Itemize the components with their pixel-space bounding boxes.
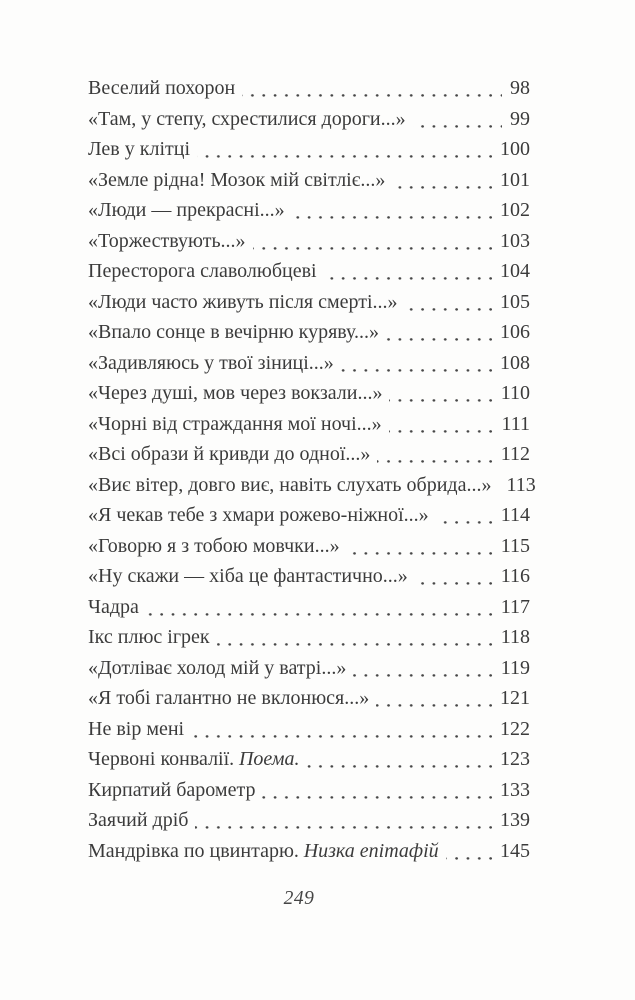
toc-entry-page-number: 123 [492, 744, 530, 775]
toc-entry-row [88, 653, 530, 684]
toc-entry-page-number: 122 [492, 714, 530, 745]
toc-entry-row [88, 531, 530, 562]
toc-entry-title: Ікс плюс ігрек [88, 626, 210, 648]
toc-entry-title: «Ну скажи — хіба це фантастично...» [88, 565, 408, 587]
toc-entry-page-number: 118 [493, 622, 530, 653]
toc-entry-row [88, 683, 530, 714]
toc-entry-row [88, 500, 530, 531]
toc-entry-title: «Говорю я з тобою мовчки...» [88, 534, 340, 557]
toc-entry-page-number: 139 [492, 805, 530, 836]
toc-entry-page-number: 121 [492, 683, 530, 714]
toc-entry-text [88, 561, 415, 592]
toc-entry-page-number: 116 [493, 561, 530, 592]
toc-entry-title: «Я тобі галантно не вклонюся...» [88, 687, 370, 709]
toc-entry-title: «Дотліває холод мій у ватрі...» [88, 656, 347, 679]
toc-entry-text [88, 439, 377, 470]
toc-entry-page-number: 108 [492, 348, 530, 379]
toc-entry-title: Пересторога славолюбцеві [88, 260, 317, 282]
toc-entry-text [88, 165, 392, 196]
toc-entry-row [88, 256, 530, 287]
toc-entry-title: «Люди — прекрасні...» [88, 199, 285, 221]
toc-entry-row [88, 836, 530, 867]
toc-entry-page-number: 102 [492, 195, 530, 226]
toc-entry-row [88, 317, 530, 348]
toc-entry-page-number: 103 [492, 226, 530, 257]
toc-entry-title: «Впало сонце в вечірню куряву...» [88, 321, 380, 343]
toc-entry-page-number: 111 [493, 409, 530, 440]
toc-entry-text [88, 104, 413, 135]
toc-entry-row [88, 73, 530, 104]
toc-entry-text [88, 683, 376, 714]
toc-entry-text [88, 714, 191, 745]
toc-entry-page-number: 114 [493, 500, 530, 531]
toc-list [88, 73, 536, 866]
toc-entry-title: Кирпатий барометр [88, 778, 256, 801]
toc-entry-text [88, 500, 436, 531]
toc-entry-row [88, 134, 530, 165]
toc-entry-row [88, 165, 530, 196]
toc-entry-text [88, 775, 262, 806]
toc-entry-text [88, 378, 389, 409]
toc-entry-page-number: 112 [493, 439, 530, 470]
toc-entry-text [88, 409, 389, 440]
toc-entry-page-number: 98 [502, 73, 530, 104]
toc-entry-text [88, 653, 353, 684]
toc-entry-text [88, 317, 386, 348]
toc-entry-row [88, 744, 530, 775]
toc-entry-page-number: 117 [493, 592, 530, 623]
toc-entry-text [88, 287, 405, 318]
toc-entry-title: «Задивляюсь у твої зіниці...» [88, 351, 334, 374]
toc-entry-page-number: 99 [502, 104, 530, 135]
toc-entry-title: Заячий дріб [88, 809, 189, 831]
toc-entry-row [88, 409, 530, 440]
toc-entry-row [88, 470, 536, 501]
toc-entry-title: Не вір мені [88, 717, 185, 740]
toc-entry-row [88, 378, 530, 409]
toc-entry-page-number: 106 [492, 317, 530, 348]
toc-entry-page-number: 104 [492, 256, 530, 287]
toc-entry-row [88, 775, 530, 806]
toc-entry-page-number: 113 [499, 470, 536, 501]
toc-entry-text [88, 73, 242, 104]
toc-entry-title: «Торжествують...» [88, 229, 246, 252]
toc-entry-row [88, 226, 530, 257]
toc-entry-row [88, 622, 530, 653]
toc-entry-title: «Я чекав тебе з хмари рожево-ніжної...» [88, 504, 429, 526]
toc-entry-row [88, 104, 530, 135]
toc-entry-page-number: 100 [492, 134, 530, 165]
toc-entry-row [88, 805, 530, 836]
toc-entry-title: Лев у клітці [88, 138, 191, 160]
toc-entry-text [88, 348, 341, 379]
toc-entry-title: «Через душі, мов через вокзали...» [88, 382, 383, 404]
toc-entry-title: «Виє вітер, довго виє, навіть слухать обрида...» [88, 473, 492, 496]
toc-entry-text [88, 836, 446, 867]
toc-entry-row [88, 439, 530, 470]
toc-entry-page-number: 115 [493, 531, 530, 562]
toc-entry-text [88, 744, 307, 775]
toc-entry-text [88, 134, 197, 165]
toc-entry-page-number: 133 [492, 775, 530, 806]
toc-entry-subtitle-italic: Поема. [238, 748, 300, 770]
toc-entry-page-number: 145 [492, 836, 530, 867]
toc-entry-title: «Чорні від страждання мої ночі...» [88, 412, 382, 435]
toc-entry-title: «Там, у степу, схрестилися дороги...» [88, 107, 406, 130]
toc-entry-row [88, 195, 530, 226]
toc-entry-page-number: 110 [493, 378, 530, 409]
toc-entry-row [88, 561, 530, 592]
toc-entry-page-number: 101 [492, 165, 530, 196]
toc-entry-title: «Земле рідна! Мозок мій світліє...» [88, 168, 386, 191]
toc-entry-title: Веселий похорон [88, 77, 236, 99]
toc-entry-row [88, 287, 530, 318]
toc-entry-row [88, 592, 530, 623]
toc-entry-subtitle-italic: Низка епітафій [303, 839, 439, 862]
toc-entry-text [88, 805, 195, 836]
toc-entry-title: Чадра [88, 595, 139, 618]
toc-entry-row [88, 348, 530, 379]
toc-entry-text [88, 622, 217, 653]
toc-entry-row [88, 714, 530, 745]
toc-entry-title: «Всі образи й кривди до одної...» [88, 443, 371, 465]
toc-entry-page-number: 119 [493, 653, 530, 684]
toc-entry-text [88, 226, 253, 257]
toc-entry-title: «Люди часто живуть після смерті...» [88, 290, 398, 313]
toc-entry-title: Червоні конвалії. [88, 748, 235, 770]
toc-entry-title: Мандрівка по цвинтарю. [88, 839, 299, 862]
toc-entry-text [88, 592, 146, 623]
toc-entry-page-number: 105 [492, 287, 530, 318]
toc-entry-text [88, 195, 292, 226]
toc-entry-text [88, 531, 347, 562]
toc-entry-text [88, 470, 499, 501]
toc-entry-text [88, 256, 324, 287]
page-number-folio: 249 [283, 888, 315, 909]
